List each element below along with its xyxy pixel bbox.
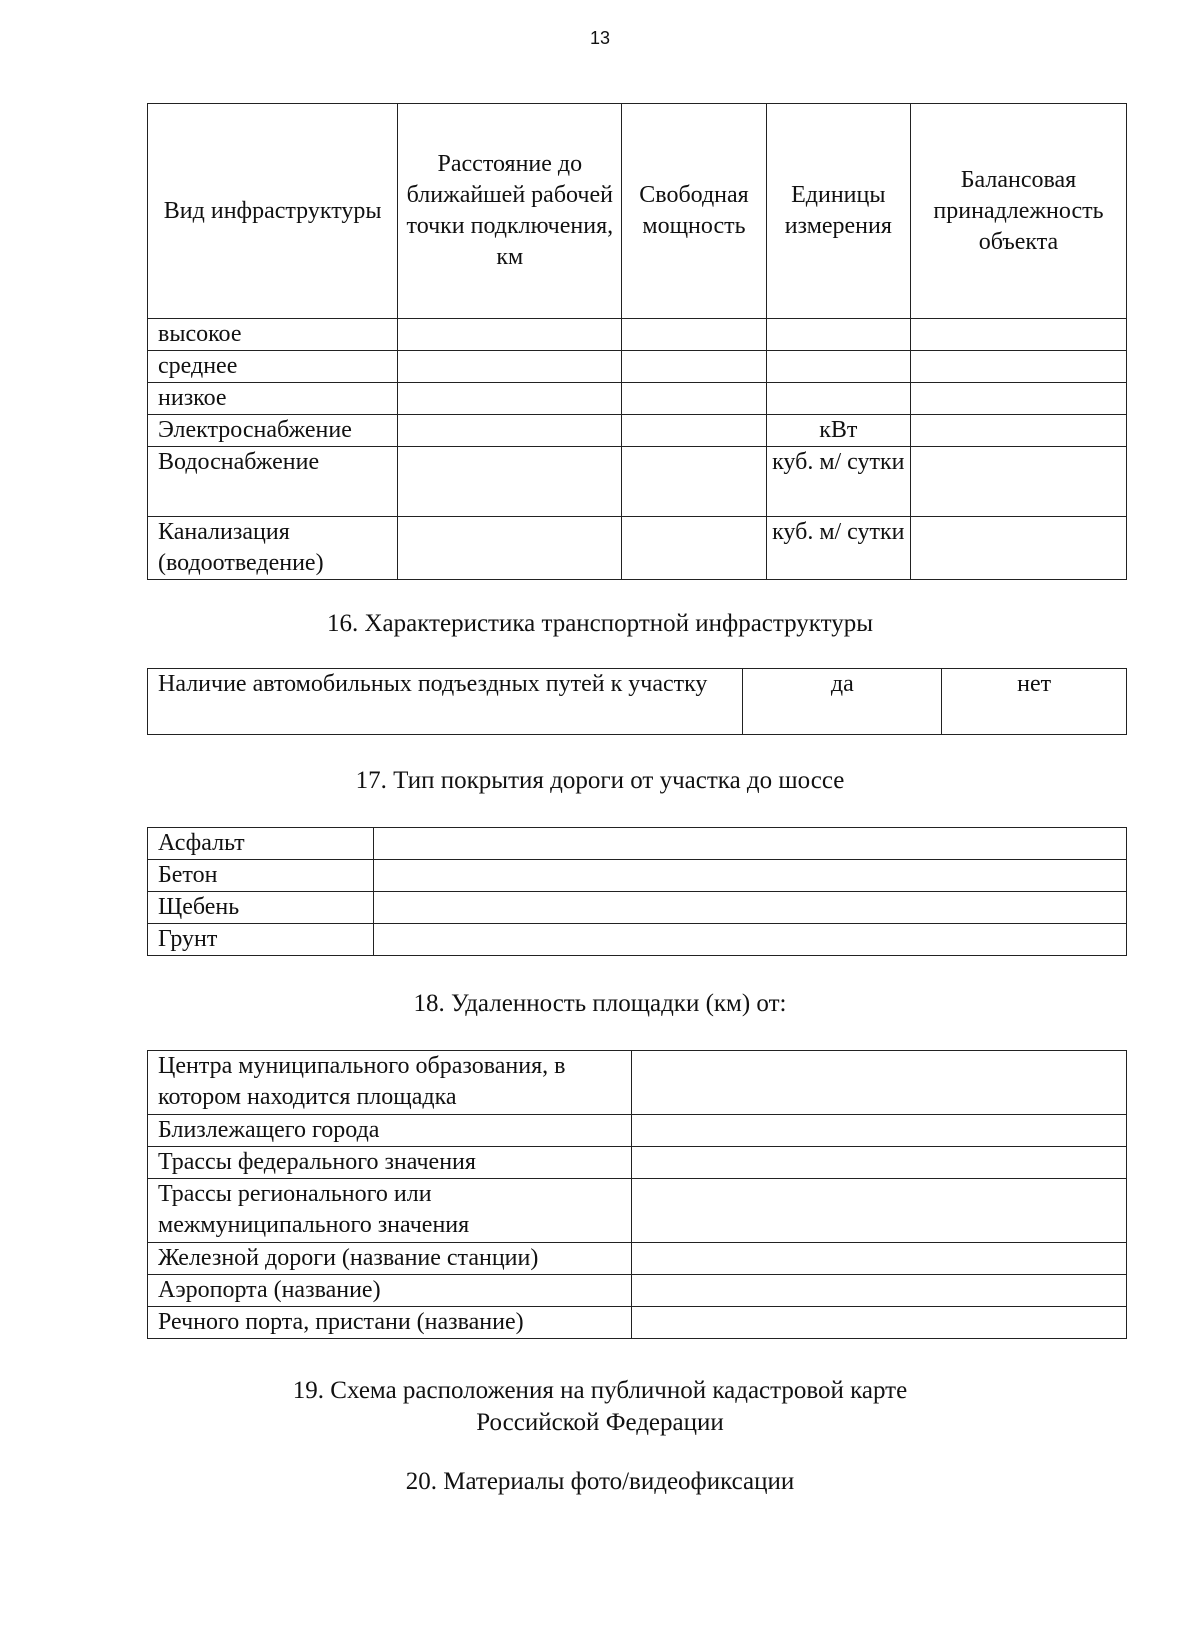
capacity-cell[interactable]	[622, 447, 766, 517]
table-row	[148, 669, 1127, 735]
ownership-cell[interactable]	[910, 517, 1126, 580]
distance-label: Трассы регионального или межмуниципального значения	[148, 1179, 632, 1243]
header-infrastructure-type: Вид инфраструктуры	[148, 104, 398, 319]
distance-table	[147, 1050, 1127, 1339]
distance-cell[interactable]	[398, 351, 622, 383]
surface-label: Бетон	[148, 860, 374, 892]
row-type-label: Электроснабжение	[148, 415, 398, 447]
table-row	[148, 1243, 1127, 1275]
row-type-label: высокое	[148, 319, 398, 351]
distance-label: Трассы федерального значения	[148, 1147, 632, 1179]
section-16-title: 16. Характеристика транспортной инфраструктуры	[326, 610, 874, 637]
surface-label: Щебень	[148, 892, 374, 924]
row-type-label: Водоснабжение	[148, 447, 398, 517]
infrastructure-header-row	[148, 104, 1127, 319]
unit-cell: кВт	[766, 415, 910, 447]
distance-cell[interactable]	[398, 447, 622, 517]
distance-cell[interactable]	[398, 383, 622, 415]
table-row	[148, 1275, 1127, 1307]
ownership-cell[interactable]	[910, 383, 1126, 415]
header-balance-ownership: Балансовая принадлежность объекта	[910, 104, 1126, 319]
unit-cell: куб. м/ сутки	[766, 447, 910, 517]
distance-label: Аэропорта (название)	[148, 1275, 632, 1307]
ownership-cell[interactable]	[910, 319, 1126, 351]
distance-value-cell[interactable]	[631, 1147, 1126, 1179]
table-row	[148, 415, 1127, 447]
header-distance: Расстояние до ближайшей рабочей точки подключения, км	[398, 104, 622, 319]
table-row	[148, 860, 1127, 892]
distance-value-cell[interactable]	[631, 1275, 1126, 1307]
distance-label: Железной дороги (название станции)	[148, 1243, 632, 1275]
table-row	[148, 828, 1127, 860]
table-row	[148, 1051, 1127, 1115]
section-19-title-line2: Российской Федерации	[476, 1409, 724, 1436]
table-row	[148, 892, 1127, 924]
surface-label: Грунт	[148, 924, 374, 956]
header-units: Единицы измерения	[766, 104, 910, 319]
page-number: 13	[589, 28, 611, 48]
table-row	[148, 924, 1127, 956]
distance-cell[interactable]	[398, 319, 622, 351]
section-19-title-line1: 19. Схема расположения на публичной кадастровой карте	[292, 1377, 908, 1404]
table-row	[148, 1179, 1127, 1243]
distance-label: Близлежащего города	[148, 1115, 632, 1147]
table-row	[148, 319, 1127, 351]
unit-cell	[766, 351, 910, 383]
distance-value-cell[interactable]	[631, 1307, 1126, 1339]
distance-value-cell[interactable]	[631, 1243, 1126, 1275]
distance-cell[interactable]	[398, 415, 622, 447]
capacity-cell[interactable]	[622, 415, 766, 447]
table-row	[148, 1307, 1127, 1339]
table-row	[148, 517, 1127, 580]
section-18-title: 18. Удаленность площадки (км) от:	[413, 990, 787, 1017]
unit-cell	[766, 383, 910, 415]
ownership-cell[interactable]	[910, 447, 1126, 517]
surface-value-cell[interactable]	[373, 828, 1126, 860]
table-row	[148, 1115, 1127, 1147]
distance-label: Центра муниципального образования, в котором находится площадка	[148, 1051, 632, 1115]
capacity-cell[interactable]	[622, 517, 766, 580]
section-20-title: 20. Материалы фото/видеофиксации	[405, 1468, 795, 1495]
road-access-yes[interactable]: да	[743, 669, 942, 735]
surface-label: Асфальт	[148, 828, 374, 860]
road-surface-table	[147, 827, 1127, 956]
row-type-label: низкое	[148, 383, 398, 415]
surface-value-cell[interactable]	[373, 924, 1126, 956]
row-type-label: среднее	[148, 351, 398, 383]
distance-value-cell[interactable]	[631, 1115, 1126, 1147]
capacity-cell[interactable]	[622, 383, 766, 415]
surface-value-cell[interactable]	[373, 892, 1126, 924]
section-17-title: 17. Тип покрытия дороги от участка до шоссе	[355, 767, 845, 794]
ownership-cell[interactable]	[910, 415, 1126, 447]
road-access-label: Наличие автомобильных подъездных путей к участку	[148, 669, 743, 735]
header-free-capacity: Свободная мощность	[622, 104, 766, 319]
table-row	[148, 351, 1127, 383]
unit-cell: куб. м/ сутки	[766, 517, 910, 580]
road-access-table	[147, 668, 1127, 735]
table-row	[148, 447, 1127, 517]
table-row	[148, 383, 1127, 415]
row-type-label: Канализация (водоотведение)	[148, 517, 398, 580]
distance-value-cell[interactable]	[631, 1051, 1126, 1115]
distance-label: Речного порта, пристани (название)	[148, 1307, 632, 1339]
distance-cell[interactable]	[398, 517, 622, 580]
road-access-no[interactable]: нет	[942, 669, 1127, 735]
ownership-cell[interactable]	[910, 351, 1126, 383]
unit-cell	[766, 319, 910, 351]
surface-value-cell[interactable]	[373, 860, 1126, 892]
distance-value-cell[interactable]	[631, 1179, 1126, 1243]
infrastructure-table	[147, 103, 1127, 580]
capacity-cell[interactable]	[622, 319, 766, 351]
table-row	[148, 1147, 1127, 1179]
capacity-cell[interactable]	[622, 351, 766, 383]
